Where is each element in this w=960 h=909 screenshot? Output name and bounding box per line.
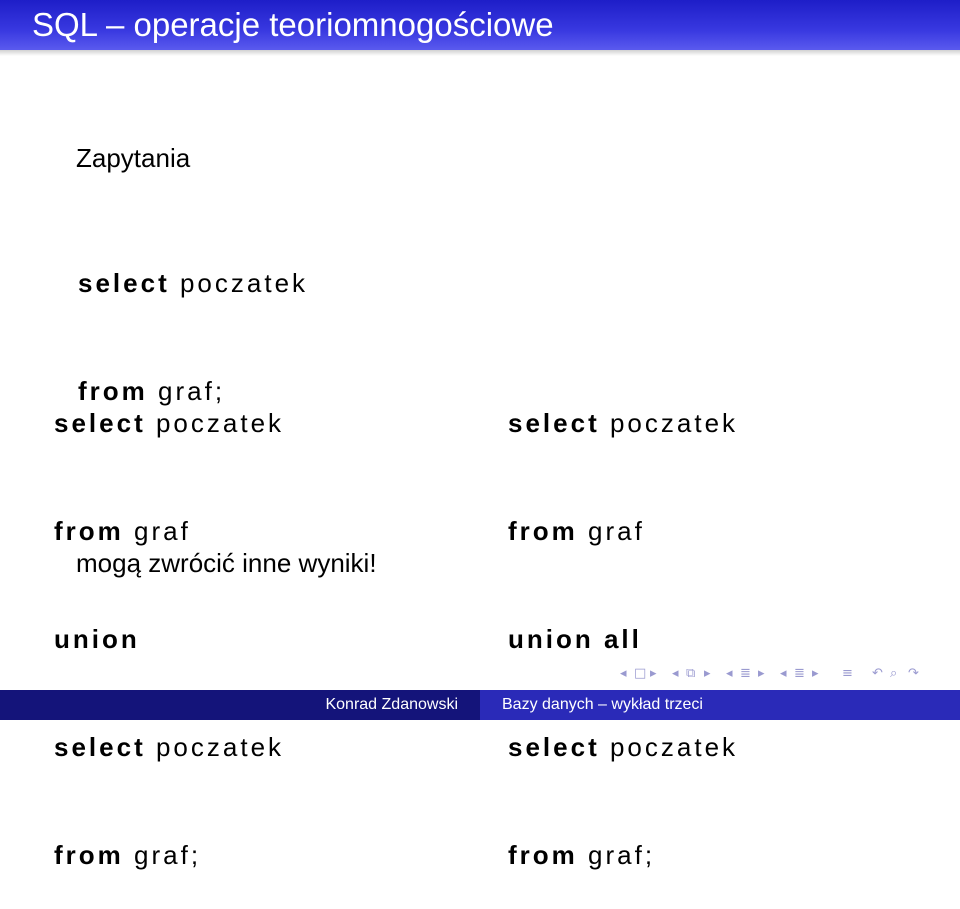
identifier: graf;	[134, 840, 202, 870]
frame-icon[interactable]: □	[634, 666, 647, 681]
document-icon[interactable]: ≣	[794, 666, 805, 681]
footer-course-box	[480, 690, 960, 720]
frame-prev-icon[interactable]: ◂	[620, 666, 627, 681]
subsection-icon[interactable]: ⧉	[686, 666, 696, 681]
keyword: select	[508, 732, 600, 762]
code-block-union	[54, 333, 284, 909]
keyword: select	[54, 408, 146, 438]
identifier: poczatek	[179, 268, 309, 298]
subsection-prev-icon[interactable]: ◂	[672, 666, 679, 681]
keyword: union all	[508, 624, 642, 654]
keyword: union	[54, 624, 140, 654]
identifier: graf	[134, 516, 191, 546]
footer	[0, 690, 960, 720]
identifier: graf	[588, 516, 645, 546]
section-icon[interactable]: ≣	[740, 666, 751, 681]
identifier: poczatek	[609, 408, 739, 438]
title-shadow	[0, 50, 960, 56]
forward-icon[interactable]: ↷	[908, 666, 919, 681]
beamer-navigation	[620, 664, 956, 684]
keyword: select	[54, 732, 146, 762]
document-next-icon[interactable]: ▸	[812, 666, 819, 681]
keyword: select	[508, 408, 600, 438]
code-line	[508, 837, 738, 873]
code-line	[54, 621, 284, 657]
section-prev-icon[interactable]: ◂	[726, 666, 733, 681]
code-line	[54, 729, 284, 765]
keyword: from	[508, 516, 578, 546]
code-line	[54, 405, 284, 441]
keyword: select	[78, 268, 170, 298]
code-line	[508, 621, 738, 657]
keyword: from	[54, 516, 124, 546]
code-line	[508, 729, 738, 765]
document-prev-icon[interactable]: ◂	[780, 666, 787, 681]
footer-author-box	[0, 690, 480, 720]
title-bar	[0, 0, 960, 50]
code-line	[54, 513, 284, 549]
section-next-icon[interactable]: ▸	[758, 666, 765, 681]
code-line	[508, 405, 738, 441]
footer-author: Konrad Zdanowski	[325, 696, 458, 713]
code-line	[508, 513, 738, 549]
identifier: poczatek	[155, 408, 285, 438]
queries-label: Zapytania	[76, 143, 191, 173]
code-line	[54, 837, 284, 873]
identifier: graf;	[588, 840, 656, 870]
keyword: from	[508, 840, 578, 870]
code-line	[78, 265, 308, 301]
keyword: from	[54, 840, 124, 870]
result-note: mogą zwrócić inne wyniki!	[76, 548, 377, 578]
identifier: poczatek	[609, 732, 739, 762]
keyword: from	[78, 376, 148, 406]
subsection-next-icon[interactable]: ▸	[704, 666, 711, 681]
slide-title: SQL – operacje teoriomnogościowe	[32, 6, 554, 43]
code-block-union-all	[508, 333, 738, 909]
search-icon[interactable]: ⌕	[890, 666, 898, 681]
identifier: poczatek	[155, 732, 285, 762]
identifier: graf;	[158, 376, 226, 406]
align-icon[interactable]: ≡	[842, 666, 853, 681]
frame-next-icon[interactable]: ▸	[650, 666, 657, 681]
footer-course: Bazy danych – wykład trzeci	[502, 696, 703, 713]
back-icon[interactable]: ↶	[872, 666, 883, 681]
